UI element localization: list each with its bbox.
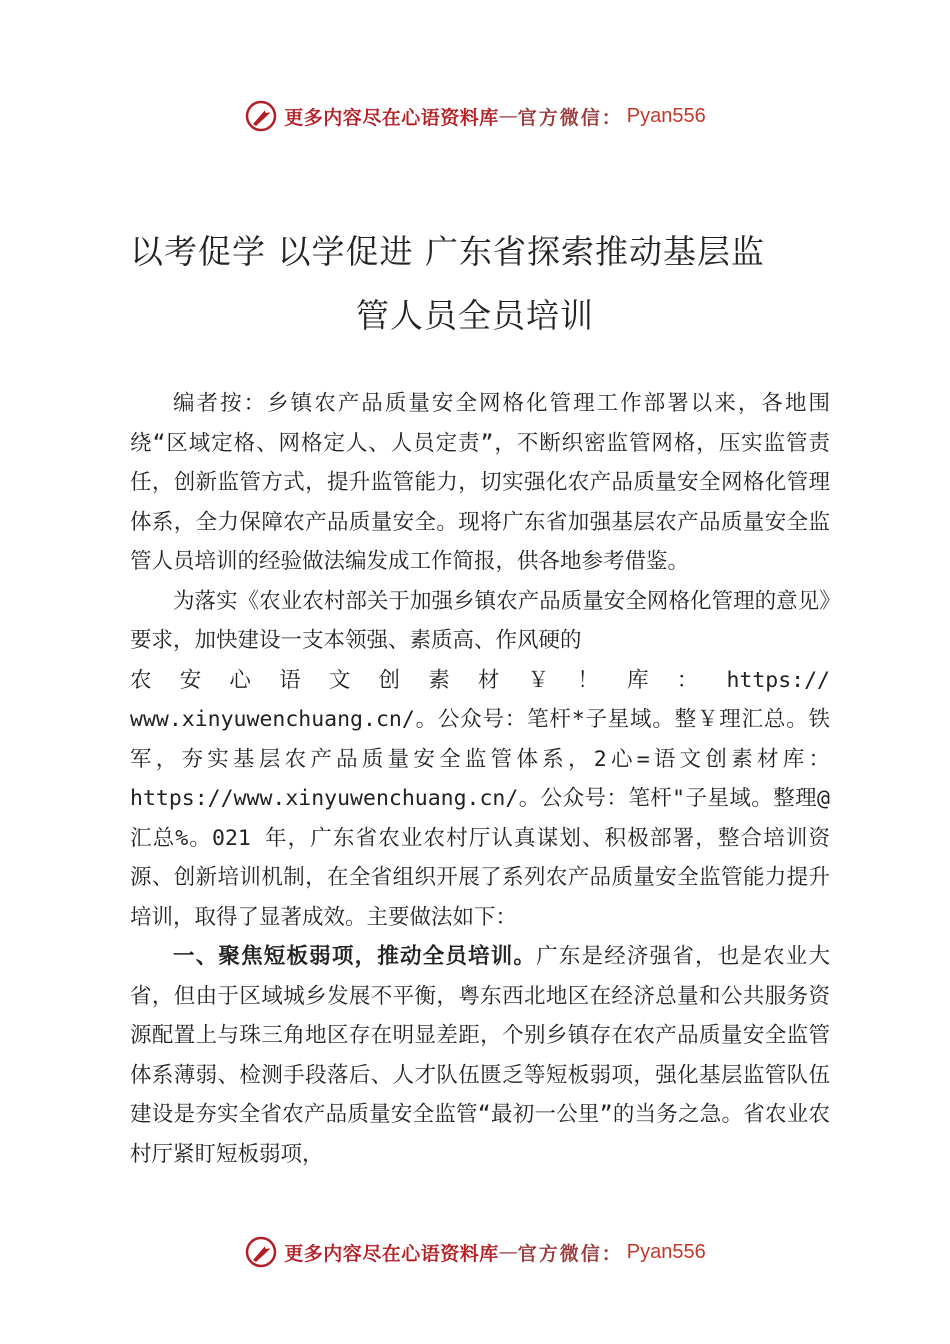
section-1-heading: 一、聚焦短板弱项，推动全员培训。	[173, 944, 537, 969]
paragraph-2-text-a: 为落实《农业农村部关于加强乡镇农产品质量安全网格化管理的意见》要求，加快建设一支本领强、素质高、作风硬的	[130, 588, 830, 653]
paragraph-3-text: 广东是经济强省，也是农业大省，但由于区域城乡发展不平衡，粤东西北地区在经济总量和公共服务资源配置上与珠三角地区存在明显差距，个别乡镇存在农产品质量安全监管体系薄弱、检测手段落后、人才队伍匮乏等短板弱项，强化基层监管队伍建设是夯实全省农产品质量安全监管“最初一公里”的当务之急。省农业农村厅紧盯短板弱项，	[130, 944, 830, 1167]
header-banner[interactable]	[0, 96, 950, 136]
editor-note-paragraph: 编者按：乡镇农产品质量安全网格化管理工作部署以来，各地围绕“区域定格、网格定人、人员定责”，不断织密监管网格，压实监管责任，创新监管方式，提升监管能力，切实强化农产品质量安全网格化管理体系，全力保障农产品质量安全。现将广东省加强基层农产品质量安全监管人员培训的经验做法编发成工作简报，供各地参考借鉴。	[130, 391, 830, 574]
banner-separator: —	[498, 105, 518, 127]
pen-nib-logo-icon	[244, 99, 278, 133]
document-title-line-2: 管人员全员培训	[356, 296, 594, 335]
banner-wechat-label: 官方微信：	[517, 1242, 623, 1265]
footer-banner[interactable]	[0, 1232, 950, 1272]
paragraph-3	[130, 937, 830, 1174]
paragraph-2-spread-line: 农 安 心 语 文 创 素 材 ￥ ！ 库 ： https://	[130, 667, 830, 693]
banner-text: 更多内容尽在心语资料库	[284, 106, 499, 129]
banner-text: 更多内容尽在心语资料库	[284, 1242, 499, 1265]
banner-wechat-label: 官方微信：	[517, 106, 623, 129]
paragraph-2-text-b: www.xinyuwenchuang.cn/。公众号：笔杆*子星域。整￥理汇总。铁军，夯实基层农产品质量安全监管体系，2心=语文创素材库：https://www.xinyuwenchuang.cn/。公众号：笔杆"子星域。整理@汇总%。021 年，广东省农业农村厅认真谋划、积极部署，整合培训资源、创新培训机制，在全省组织开展了系列农产品质量安全监管能力提升培训，取得了显著成效。主要做法如下：	[130, 707, 830, 930]
document-title-line-1: 以考促学 以学促进 广东省探索推动基层监	[130, 232, 765, 271]
document-body	[130, 384, 830, 1174]
banner-wechat-id: Pyan556	[626, 1240, 706, 1263]
banner-wechat-id: Pyan556	[626, 104, 706, 127]
banner-separator: —	[498, 1241, 518, 1263]
pen-nib-logo-icon	[244, 1235, 278, 1269]
paragraph-2	[130, 582, 830, 938]
